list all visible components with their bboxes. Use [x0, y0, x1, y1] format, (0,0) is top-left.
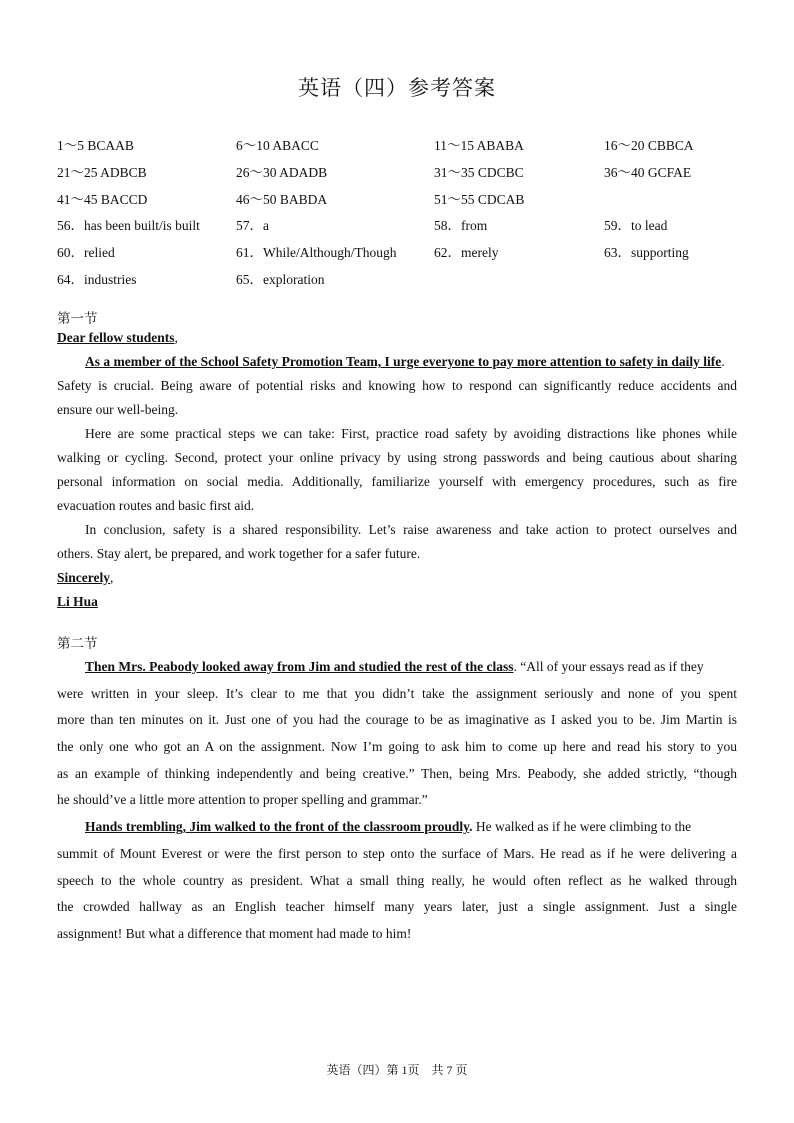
story-paragraph2-end: . — [469, 819, 473, 835]
signature-line — [57, 590, 737, 614]
story-opening: Then Mrs. Peabody looked away from Jim and studied the rest of the class — [85, 659, 514, 674]
story-line: he should’ve a little more attention to proper spelling and grammar.” — [57, 792, 428, 808]
answer-cell: 65．exploration — [236, 271, 325, 287]
answer-cell — [434, 270, 604, 297]
section1-letter — [57, 326, 737, 614]
answer-cell: 63．supporting — [604, 245, 689, 261]
story-text: . “All of your essays read as if they — [513, 659, 704, 674]
answer-cell: 58．from — [434, 218, 488, 234]
answer-cell — [604, 190, 744, 217]
story-line: the only one who got an A on the assignment. Now I’m going to ask him to come up here and read his story to you — [57, 739, 737, 755]
story-line: speech to the whole country as president. What a small thing really, he would often reflect as he walked through — [57, 872, 737, 888]
answer-cell: 59．to lead — [604, 218, 668, 234]
answer-row — [57, 136, 747, 163]
page-title: 英语（四）参考答案 — [298, 76, 496, 100]
salutation-line — [57, 326, 737, 350]
story-line: the crowded hallway as an English teacher himself many years later, just a single assignment. Just a single — [57, 899, 737, 915]
story-paragraph2-opening: Hands trembling, Jim walked to the front of the classroom proudly — [85, 819, 470, 835]
letter-line: Safety is crucial. Being aware of potential risks and knowing how to respond can significantly reduce accidents and — [57, 378, 737, 393]
letter-line — [57, 350, 737, 374]
signature-name: Li Hua — [57, 594, 98, 609]
letter-line: Here are some practical steps we can take: First, practice road safety by avoiding distractions like phones while — [85, 426, 737, 441]
letter-line: walking or cycling. Second, protect your online privacy by using strong passwords and being cautious about sharing — [57, 450, 737, 465]
answer-cell: 1～5 BCAAB — [57, 138, 134, 153]
story-text: He walked as if he were climbing to the — [472, 819, 692, 835]
story-line — [57, 654, 737, 681]
answer-cell: 26～30 ADADB — [236, 164, 328, 180]
answer-cell: 11～15 ABABA — [434, 138, 524, 153]
answer-cell: 62．merely — [434, 245, 499, 261]
answer-cell: 60．relied — [57, 245, 115, 261]
answer-row — [57, 216, 747, 243]
answer-cell: 61．While/Although/Though — [236, 245, 397, 261]
answer-cell: 51～55 CDCAB — [434, 191, 525, 207]
answer-grid — [57, 136, 747, 297]
letter-line: evacuation routes and basic first aid. — [57, 498, 255, 513]
answer-cell: 36～40 GCFAE — [604, 164, 692, 180]
answer-row — [57, 243, 747, 270]
section1-heading: 第一节 — [57, 311, 98, 327]
answer-row — [57, 270, 747, 297]
answer-cell: 41～45 BACCD — [57, 191, 148, 207]
answer-cell: 64．industries — [57, 271, 137, 287]
closing: Sincerely — [57, 570, 110, 585]
story-line: as an example of thinking independently and being creative.” Then, being Mrs. Peabody, she added strictly, “though — [57, 765, 737, 781]
answer-row — [57, 163, 747, 190]
story-line — [57, 814, 737, 841]
answer-cell: 56．has been built/is built — [57, 218, 200, 234]
letter-line: others. Stay alert, be prepared, and work together for a safer future. — [57, 546, 421, 561]
letter-line: ensure our well-being. — [57, 402, 179, 417]
answer-cell — [604, 270, 744, 297]
section2-heading: 第二节 — [57, 636, 98, 652]
letter-line: personal information on social media. Additionally, familiarize yourself with emergency procedures, such as fire — [57, 474, 737, 489]
section2-story — [57, 654, 737, 948]
story-line: summit of Mount Everest or were the first person to step onto the surface of Mars. He read as if he were delivering a — [57, 845, 737, 861]
answer-cell: 46～50 BABDA — [236, 191, 328, 207]
answer-row — [57, 190, 747, 217]
story-line: assignment! But what a difference that moment had made to him! — [57, 925, 412, 941]
answer-cell: 16～20 CBBCA — [604, 138, 694, 153]
letter-line: In conclusion, safety is a shared responsibility. Let’s raise awareness and take action to protect ourselves and — [85, 522, 737, 537]
answer-cell: 21～25 ADBCB — [57, 164, 147, 180]
salutation-punct: , — [174, 330, 178, 345]
answer-cell: 57．a — [236, 218, 269, 234]
page-footer: 英语（四）第 1页 共 7 页 — [326, 1063, 468, 1077]
answer-cell: 6～10 ABACC — [236, 138, 319, 153]
closing-punct: , — [110, 570, 114, 585]
story-line: more than ten minutes on it. Just one of you had the courage to be as imaginative as I asked you to be. Jim Martin is — [57, 712, 737, 728]
salutation: Dear fellow students — [57, 330, 175, 345]
topic-sentence-end: . — [721, 354, 725, 369]
story-line: were written in your sleep. It’s clear to me that you didn’t take the assignment seriously and none of you spent — [57, 685, 737, 701]
closing-line — [57, 566, 737, 590]
topic-sentence: As a member of the School Safety Promotion Team, I urge everyone to pay more attention to safety in daily life — [85, 354, 722, 369]
answer-cell: 31～35 CDCBC — [434, 164, 524, 180]
